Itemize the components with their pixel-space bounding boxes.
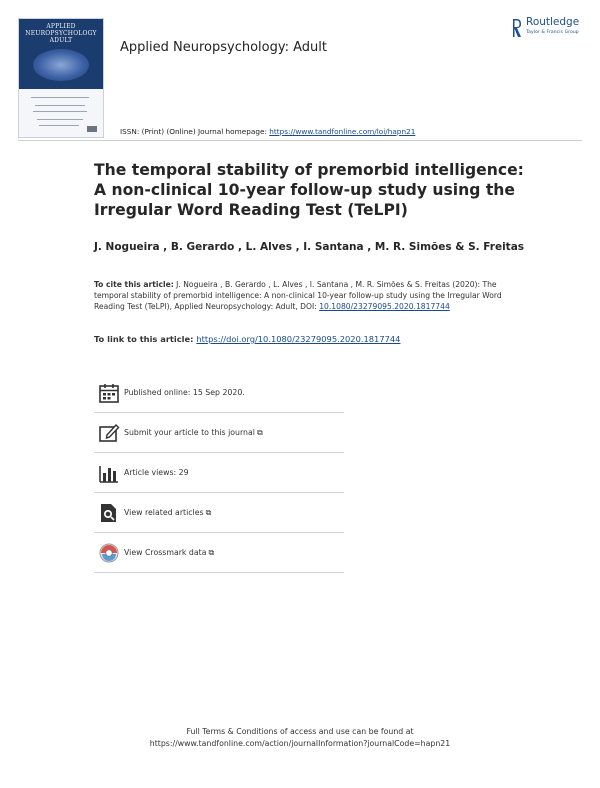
row-divider xyxy=(94,452,344,453)
article-doi-url-link[interactable]: https://doi.org/10.1080/23279095.2020.1817744 xyxy=(196,334,401,344)
cover-title xyxy=(22,23,100,44)
crossmark-row[interactable] xyxy=(94,538,344,570)
crossmark-label[interactable]: View Crossmark data xyxy=(124,548,207,557)
crossmark-link[interactable] xyxy=(124,548,214,558)
journal-cover-thumbnail xyxy=(18,18,104,138)
cite-text: J. Nogueira , B. Gerardo , L. Alves , I. Santana , M. R. Simões & S. Freitas (2020): The temporal stability of premorbid intelligence: A non-clinical 10-year follow-up study using the Irregular Word Reading Test (TeLPI), Applied Neuropsychology: Adult, DOI: xyxy=(94,280,502,311)
footer-terms-url[interactable]: https://www.tandfonline.com/action/journalInformation?journalCode=hapn21 xyxy=(149,739,451,748)
external-link-icon: ⧉ xyxy=(205,508,212,517)
article-authors: J. Nogueira , B. Gerardo , L. Alves , I. Santana , M. R. Simões & S. Freitas xyxy=(94,241,525,253)
routledge-r-icon xyxy=(512,18,522,38)
cover-text-line xyxy=(35,105,85,106)
cover-title-line3: ADULT xyxy=(49,37,73,44)
cover-title-line2: NEUROPSYCHOLOGY xyxy=(25,30,97,37)
header-divider xyxy=(18,140,582,141)
doi-link[interactable]: 10.1080/23279095.2020.1817744 xyxy=(319,302,450,311)
cover-text-line xyxy=(37,119,83,120)
row-divider xyxy=(94,532,344,533)
submit-article-label[interactable]: Submit your article to this journal xyxy=(124,428,255,437)
publisher-name: Routledge xyxy=(526,16,580,28)
publisher-subtitle: Taylor & Francis Group xyxy=(526,30,579,35)
citation-block xyxy=(94,279,504,312)
external-link-icon: ⧉ xyxy=(256,428,263,437)
submit-article-link[interactable] xyxy=(124,428,263,438)
footer-terms-text: Full Terms & Conditions of access and use can be found at xyxy=(186,727,414,736)
published-date: Published online: 15 Sep 2020. xyxy=(124,388,245,397)
related-articles-label[interactable]: View related articles xyxy=(124,508,204,517)
cover-title-line1: APPLIED xyxy=(46,23,76,30)
edit-note-icon xyxy=(98,422,120,444)
crossmark-icon xyxy=(98,542,120,564)
article-views-row xyxy=(94,458,344,490)
issn-line xyxy=(120,127,415,136)
journal-homepage-link[interactable]: https://www.tandfonline.com/loi/hapn21 xyxy=(269,127,416,136)
cover-text-line xyxy=(31,97,89,98)
cover-text-line xyxy=(39,125,79,126)
link-label: To link to this article: xyxy=(94,334,197,344)
submit-article-row[interactable] xyxy=(94,418,344,450)
cover-brain-image xyxy=(33,49,89,81)
journal-name[interactable]: Applied Neuropsychology: Adult xyxy=(120,40,327,55)
row-divider xyxy=(94,412,344,413)
issn-text: ISSN: (Print) (Online) Journal homepage: xyxy=(120,127,270,136)
row-divider xyxy=(94,492,344,493)
bar-chart-icon xyxy=(98,462,120,484)
published-online-row xyxy=(94,378,344,410)
row-divider xyxy=(94,572,344,573)
cite-label: To cite this article: xyxy=(94,280,174,289)
link-line xyxy=(94,334,400,344)
cover-text-line xyxy=(33,111,87,112)
related-articles-link[interactable] xyxy=(124,508,211,518)
search-document-icon xyxy=(98,502,120,524)
calendar-icon xyxy=(98,382,120,404)
article-title: The temporal stability of premorbid intelligence: A non-clinical 10-year follow-up study using the Irregular Word Reading Test (TeLPI) xyxy=(94,161,524,219)
cover-publisher-mark xyxy=(87,126,97,132)
related-articles-row[interactable] xyxy=(94,498,344,530)
article-views: Article views: 29 xyxy=(124,468,189,477)
external-link-icon: ⧉ xyxy=(208,548,215,557)
publisher-logo xyxy=(512,16,592,40)
